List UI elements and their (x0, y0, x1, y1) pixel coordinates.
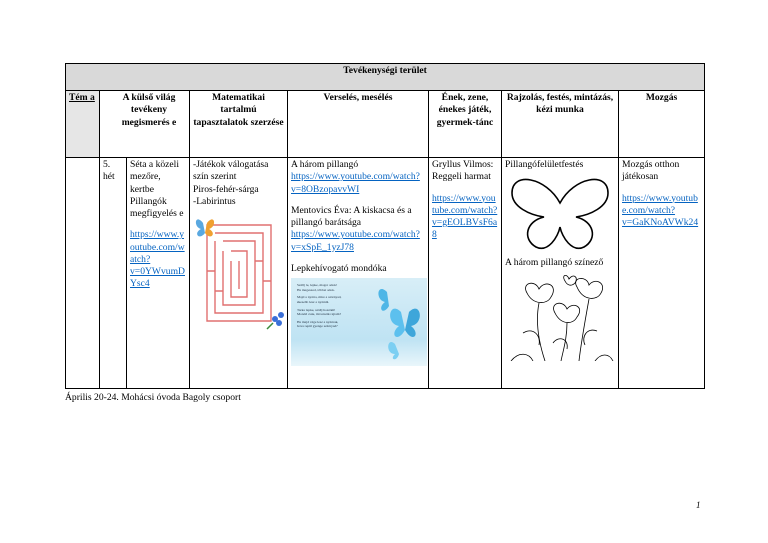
mozgas-link[interactable]: https://www.youtube.com/watch?v=GaKNoAVWk24 (622, 192, 699, 229)
maze-image (193, 211, 285, 331)
coloring-page-image (505, 273, 615, 361)
verseles-item-1: A három pillangó (291, 159, 359, 170)
poem-line: Tarka lepke, szállj hozzám! (297, 307, 336, 312)
header-mozgas: Mozgás (619, 91, 705, 158)
mozgas-cell (619, 158, 705, 389)
week-cell: 5. hét (100, 158, 127, 389)
poem-line: Szállj le, lepke, magot adok! (297, 283, 338, 288)
poem-image (291, 278, 427, 366)
rajzolas-item-2: A három pillangó színező (505, 257, 604, 269)
header-kulso-vilag: A külső világ tevékeny megismerés e (100, 91, 190, 158)
tema-cell (66, 158, 100, 389)
kulso-cell (127, 158, 190, 389)
butterfly-icon (196, 219, 214, 236)
poem-lines (297, 283, 383, 329)
matek-cell (190, 158, 288, 389)
poem-line: Mondd csak, mi tetszik rajtam? (297, 312, 342, 317)
verseles-link-2[interactable]: https://www.youtube.com/watch?v=xSpE_1yzJ78 (291, 229, 420, 253)
poem-line: ékesebb lesz a nyárnál. (297, 299, 330, 304)
table-title: Tevékenységi terület (66, 64, 705, 91)
poem-line: hova repül gyenge szárnyad? (297, 324, 338, 329)
matek-line-1: -Játékok válogatása szín szerint (193, 159, 269, 183)
page-number: 1 (696, 500, 701, 510)
butterfly-outline-image (506, 175, 614, 255)
blue-butterflies-icon (375, 282, 425, 362)
header-rajzolas: Rajzolás, festés, mintázás, kézi munka (502, 91, 619, 158)
kulso-text: Séta a közeli mezőre, kertbe Pillangók megfigyelés e (130, 159, 184, 220)
rajzolas-item-1: Pillangófelületfestés (505, 159, 584, 170)
mozgas-text: Mozgás otthon játékosan (622, 159, 680, 183)
poem-line: Ha megeszed, többet adok. (297, 287, 335, 292)
matek-line-3: -Labirintus (193, 195, 236, 207)
verseles-item-3: Lepkehívogató mondóka (291, 262, 387, 274)
header-tema: Tém a (66, 91, 100, 158)
verseles-item-2: Mentovics Éva: A kiskacsa és a pillangó barátsága (291, 204, 412, 229)
kulso-link[interactable]: https://www.youtube.com/watch?v=0YWvumDYsc4 (130, 229, 185, 290)
enek-text: Gryllus Vilmos: Reggeli harmat (432, 159, 494, 183)
verseles-link-1[interactable]: https://www.youtube.com/watch?v=8OBzopavvWI (291, 171, 420, 195)
rajzolas-cell (502, 158, 619, 389)
header-enek: Ének, zene, énekes játék, gyermek-tánc (429, 91, 502, 158)
verseles-cell (288, 158, 429, 389)
enek-cell (429, 158, 502, 389)
enek-link[interactable]: https://www.youtube.com/watch?v=gEOLBVsF6a8 (432, 192, 498, 241)
activity-table (65, 63, 705, 389)
header-matematika: Matematikai tartalmú tapasztalatok szerzése (190, 91, 288, 158)
poem-line: Majd a nyárra, mire a szárnyad, (297, 295, 342, 300)
document-caption: Április 20-24. Mohácsi óvoda Bagoly csoport (65, 392, 241, 403)
poem-line: Ha majd vége lesz a nyárnak, (297, 319, 339, 324)
header-verseles: Verselés, mesélés (288, 91, 429, 158)
matek-line-2: Piros-fehér-sárga (193, 183, 259, 195)
